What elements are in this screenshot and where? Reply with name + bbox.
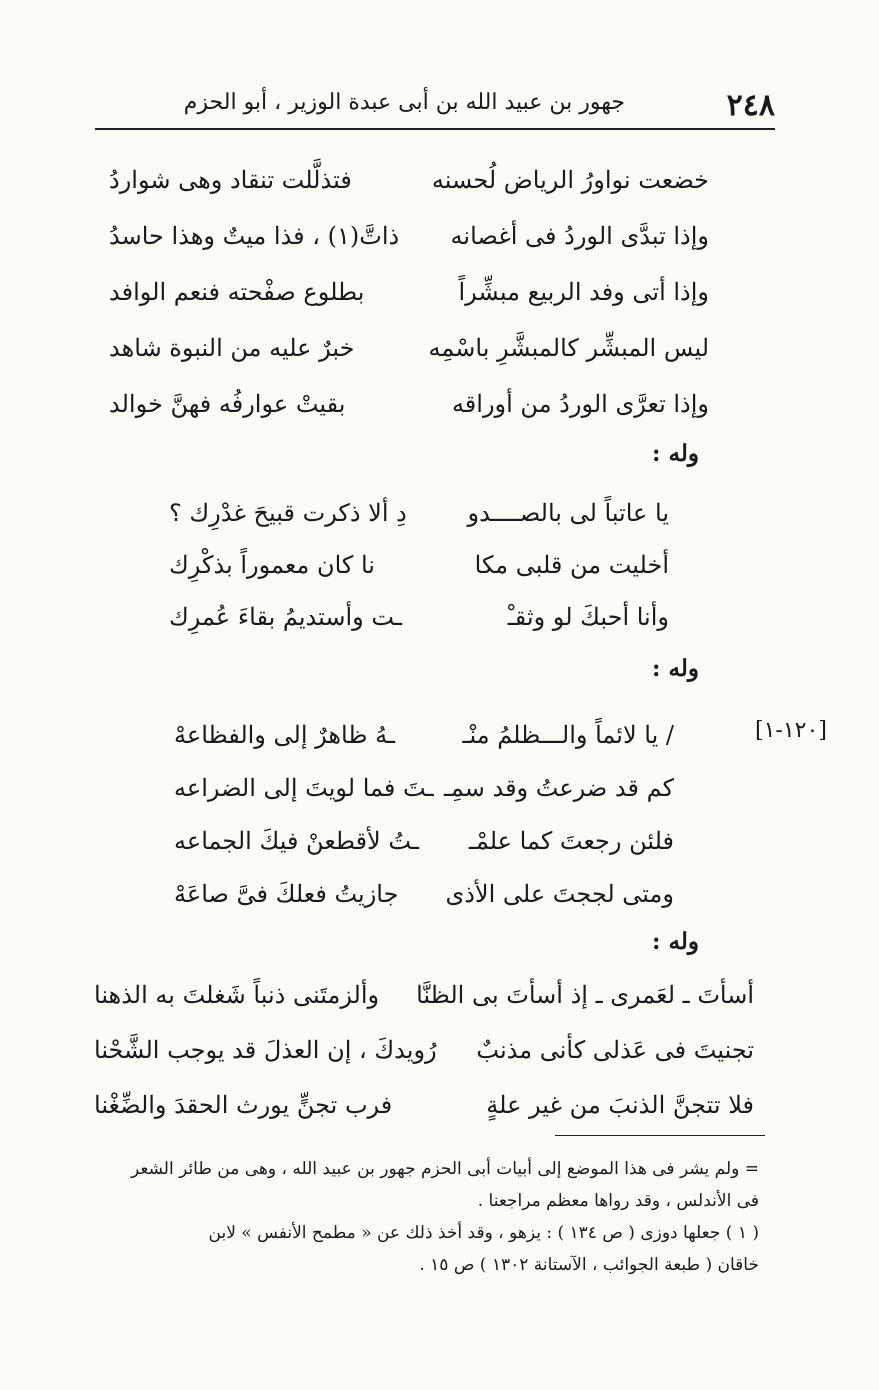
verse-line <box>94 1030 754 1070</box>
first-hemistich: أخليت من قلبى مكا <box>474 551 669 579</box>
first-hemistich: أسأتَ ـ لعَمرى ـ إذ أسأتَ بى الظنَّا <box>416 981 754 1009</box>
first-hemistich: ليس المبشِّر كالمبشَّرِ باسْمِه <box>428 334 709 362</box>
footnote-line: = ولم يشر فى هذا الموضع إلى أبيات أبى الحزم جهور بن عبيد الله ، وهى من طائر الشعر <box>131 1159 759 1179</box>
verse-line <box>109 384 709 424</box>
second-hemistich: بطلوع صفْحته فنعم الوافد <box>109 278 365 306</box>
first-hemistich: فلئن رجعتَ كما علمْـ <box>468 827 674 855</box>
verse-line <box>109 160 709 200</box>
first-hemistich: يا عاتباً لى بالصــــدو <box>467 499 669 527</box>
second-hemistich: بقيتْ عوارفُه فهنَّ خوالد <box>109 390 346 418</box>
second-hemistich: ـتَ فما لويتَ إلى الضراعه <box>174 774 434 802</box>
page-number: ٢٤٨ <box>726 88 775 123</box>
verse-line <box>109 328 709 368</box>
first-hemistich: تجنيتَ فى عَذلى كأنى مذنبٌ <box>476 1036 754 1064</box>
footnote-line: ( ١ ) جعلها دوزى ( ص ١٣٤ ) : يزهو ، وقد أخذ ذلك عن « مطمح الأنفس » لابن <box>208 1223 759 1243</box>
first-hemistich: كم قد ضرعتُ وقد سمِـ <box>443 774 674 802</box>
section-label: وله : <box>652 655 699 682</box>
first-hemistich: وإذا تعرَّى الوردُ من أوراقه <box>451 390 709 418</box>
second-hemistich: جازيتُ فعلكَ فىَّ صاعَهْ <box>174 880 399 908</box>
verse-line <box>169 493 669 533</box>
section-label: وله : <box>652 928 699 955</box>
verse-line <box>174 768 674 808</box>
footnote-line: خاقان ( طبعة الجوائب ، الآستانة ١٣٠٢ ) ص ١٥ . <box>419 1255 759 1275</box>
first-hemistich: وإذا أتى وفد الربيع مبشِّراً <box>458 278 709 306</box>
second-hemistich: فتذلَّلت تنقاد وهى شواردُ <box>109 166 352 194</box>
verse-line <box>94 975 754 1015</box>
first-hemistich: وأنا أحبكَ لو وثقـْ <box>507 603 669 631</box>
footnote-line: فى الأندلس ، وقد رواها معظم مراجعنا . <box>477 1191 759 1211</box>
header-rule <box>95 128 775 130</box>
second-hemistich: ذاتَّ(١) ، فذا ميتٌ وهذا حاسدُ <box>109 222 400 250</box>
second-hemistich: نا كان معموراً بذكْرِك <box>169 551 375 579</box>
second-hemistich: رُويدكَ ، إن العذلَ قد يوجب الشَّحْنا <box>94 1036 437 1064</box>
first-hemistich: ومتى لججتَ على الأذى <box>445 880 674 908</box>
page-header <box>95 80 775 130</box>
margin-reference: [١٢٠-١] <box>755 718 827 743</box>
first-hemistich: فلا تتجنَّ الذنبَ من غير علةٍ <box>486 1091 754 1119</box>
second-hemistich: ـت وأستديمُ بقاءَ عُمرِك <box>169 603 402 631</box>
verse-line <box>174 715 674 755</box>
second-hemistich: فرب تجنٍّ يورث الحقدَ والضِّغْنا <box>94 1091 393 1119</box>
second-hemistich: دِ ألا ذكرت قبيحَ غدْرِك ؟ <box>169 499 407 527</box>
second-hemistich: خبرٌ عليه من النبوة شاهد <box>109 334 355 362</box>
first-hemistich: وإذا تبدَّى الوردُ فى أغصانه <box>450 222 709 250</box>
second-hemistich: ـتُ لأقطعنْ فيكَ الجماعه <box>174 827 419 855</box>
verse-line <box>109 272 709 312</box>
running-title: جهور بن عبيد الله بن أبى عبدة الوزير ، أبو الحزم <box>183 90 625 115</box>
section-label: وله : <box>652 440 699 467</box>
first-hemistich: / يا لائماً والـــظلمُ منْـ <box>462 721 674 749</box>
second-hemistich: ـهُ ظاهرٌ إلى والفظاعهْ <box>174 721 395 749</box>
footnote-rule <box>555 1135 765 1136</box>
verse-line <box>174 821 674 861</box>
first-hemistich: خضعت نواورُ الرياض لُحسنه <box>431 166 709 194</box>
verse-line <box>169 597 669 637</box>
verse-line <box>174 874 674 914</box>
verse-line <box>94 1085 754 1125</box>
verse-line <box>169 545 669 585</box>
verse-line <box>109 216 709 256</box>
second-hemistich: وألزمتَنى ذنباً شَغلتَ به الذهنا <box>94 981 380 1009</box>
